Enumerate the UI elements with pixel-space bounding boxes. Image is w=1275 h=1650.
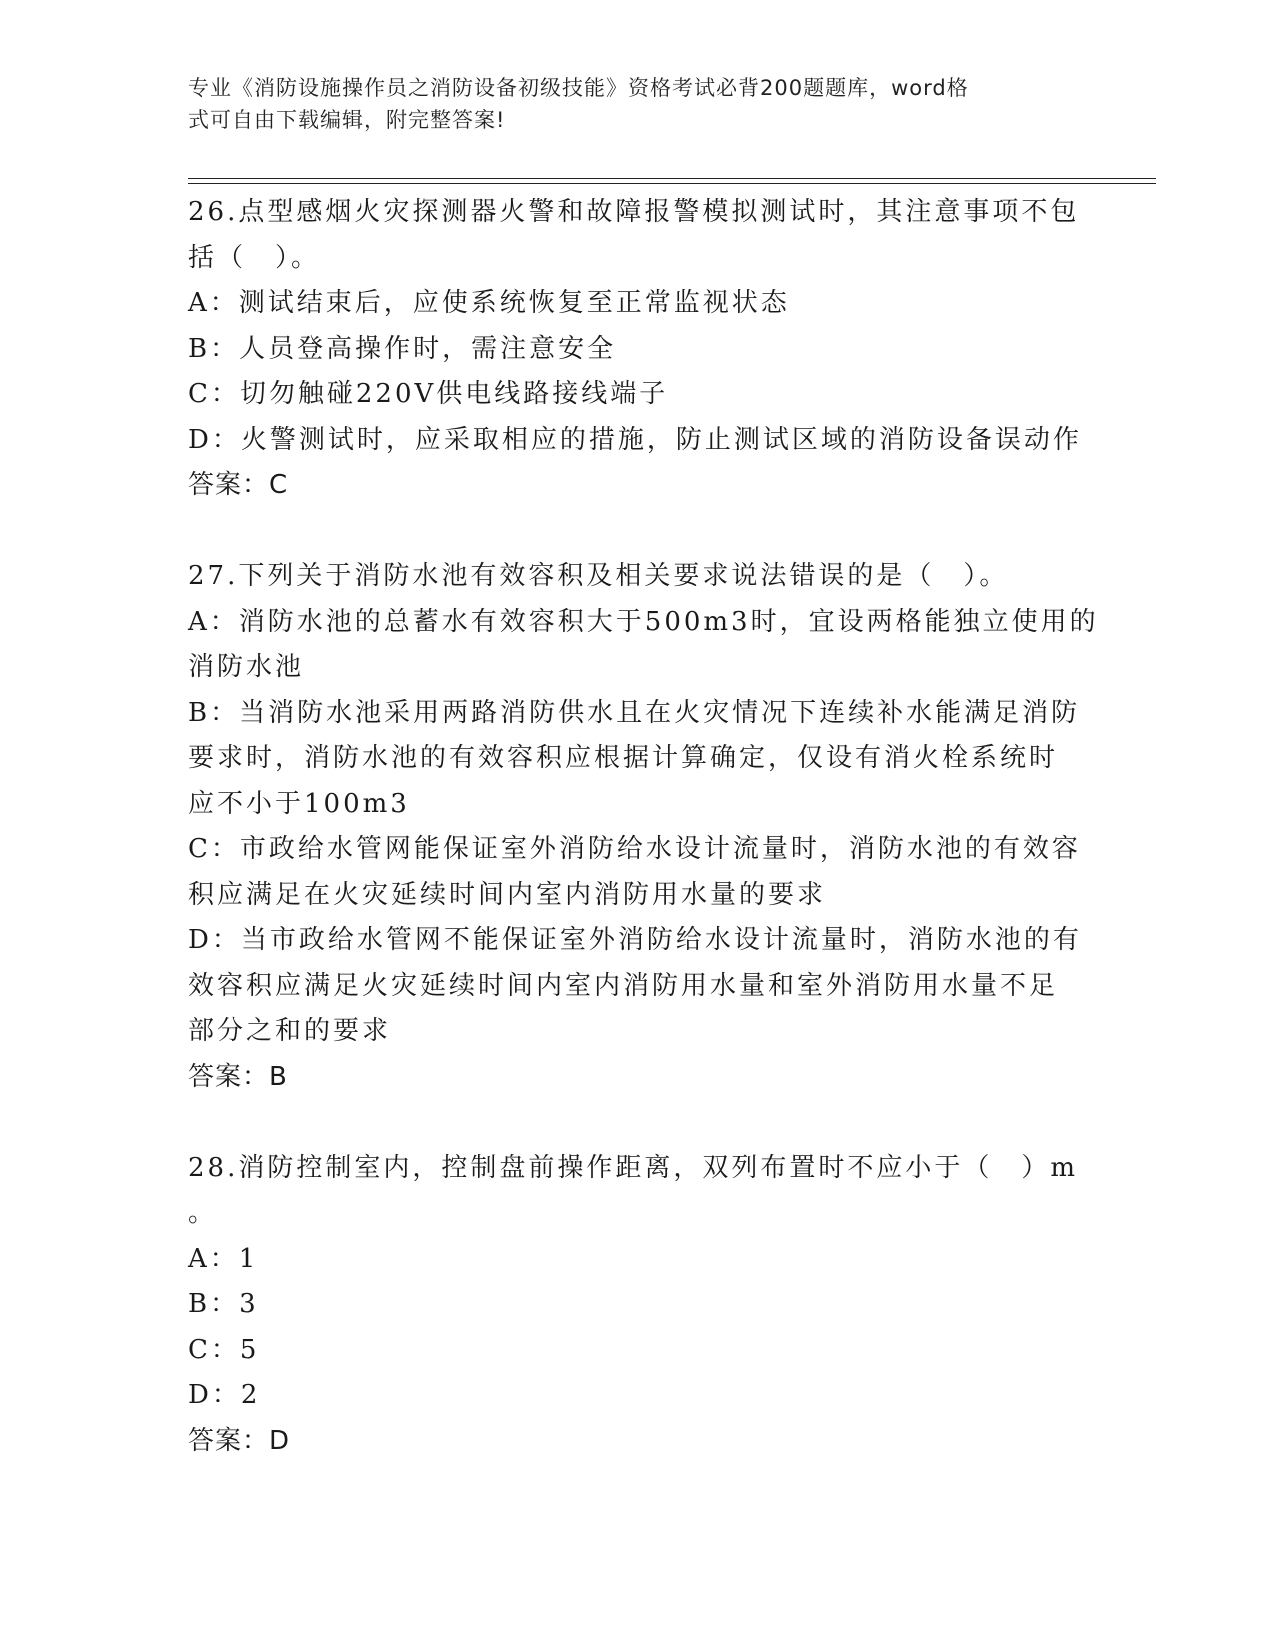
question-stem-line: 括（ ）。 [188,242,321,273]
option-a: A：1 [188,1243,259,1274]
option-a: A：测试结束后，应使系统恢复至正常监视状态 [188,288,790,318]
answer-label: 答案：B [188,1061,288,1092]
option-c-continued: 积应满足在火灾延续时间内室内消防用水量的要求 [188,879,827,910]
header-divider-bottom [188,183,1156,184]
option-c: C：切勿触碰220V供电线路接线端子 [188,379,669,409]
question-gap [188,509,1088,555]
option-d-continued: 部分之和的要求 [188,1016,392,1046]
answer-label: 答案：D [188,1425,291,1456]
option-b: B：3 [188,1289,259,1319]
option-b: B：人员登高操作时，需注意安全 [188,333,617,364]
question-stem-line: 。 [188,1198,218,1228]
option-d: D：2 [188,1380,261,1410]
question-stem-line: 27.下列关于消防水池有效容积及相关要求说法错误的是（ ）。 [188,561,1009,591]
header-divider-top [188,178,1156,179]
question-26 [188,190,1088,509]
option-a-continued: 消防水池 [188,652,305,682]
question-list [188,190,1099,1464]
option-d-continued: 效容积应满足火灾延续时间内室内消防用水量和室外消防用水量不足 [188,970,1059,1001]
option-d: D：当市政给水管网不能保证室外消防给水设计流量时，消防水池的有 [188,925,1082,955]
answer-label: 答案：C [188,470,289,500]
option-b: B：当消防水池采用两路消防供水且在火灾情况下连续补水能满足消防 [188,697,1081,728]
question-gap [188,1100,1088,1146]
option-d: D：火警测试时，应采取相应的措施，防止测试区域的消防设备误动作 [188,424,1082,455]
header-line-2: 式可自由下载编辑，附完整答案! [188,108,506,132]
option-b-continued: 要求时，消防水池的有效容积应根据计算确定，仅设有消火栓系统时 [188,743,1059,773]
document-header [188,72,1068,136]
option-c: C：市政给水管网能保证室外消防给水设计流量时，消防水池的有效容 [188,834,1081,864]
question-27 [188,554,1099,1100]
option-c: C：5 [188,1334,260,1365]
option-b-continued: 应不小于100m3 [188,788,410,819]
question-28 [188,1146,1088,1465]
question-stem-line: 28.消防控制室内，控制盘前操作距离，双列布置时不应小于（ ）m [188,1152,1079,1183]
question-stem-line: 26.点型感烟火灾探测器火警和故障报警模拟测试时，其注意事项不包 [188,197,1080,227]
option-a: A：消防水池的总蓄水有效容积大于500m3时，宜设两格能独立使用的 [188,606,1099,637]
header-line-1: 专业《消防设施操作员之消防设备初级技能》资格考试必背200题题库，word格 [188,76,969,100]
